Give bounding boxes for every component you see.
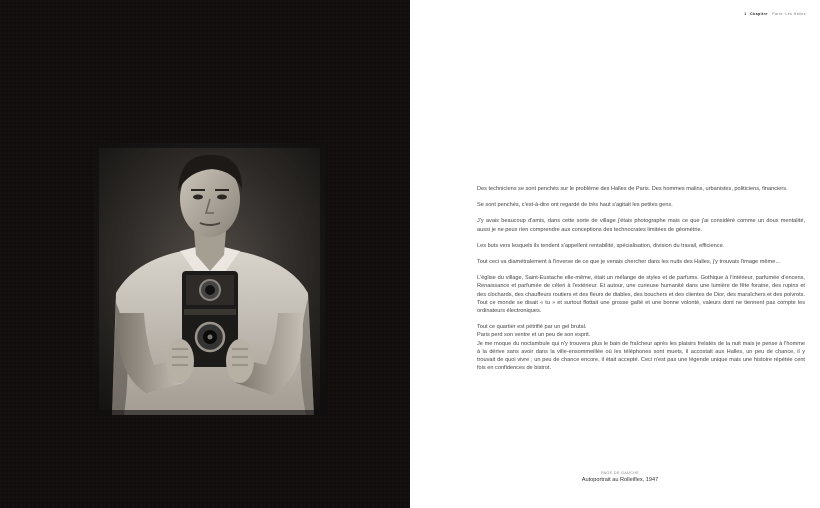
closing-line: Paris perd son ventre et un peu de son esprit. bbox=[477, 332, 591, 339]
paragraph: Tout ceci va diamétralement à l'inverse de ce que je venais chercher dans les nuits des Halles, j'y trouvais l'image même… bbox=[477, 259, 781, 266]
section-label: Paris: Les Halles bbox=[772, 12, 806, 16]
paragraph: L'église du village, Saint-Eustache elle-même, était un mélange de styles et de parfums. Gothique à l'intérieur, parfumée d'encens, Renaissance et parfumée de céleri à l'extérieur. Et autour, une curieuse humanité dans une lumière de fête foraine, des rupins et des clochards, des chauffeurs routiers et des fleurs de diables, des bouchers et des clientes de Dior, des maraîchers et des poivrots. Tout ce monde se disait « tu » et surtout flottait une grosse gaîté et une bonne volonté, valeurs dont ne tiennent pas compte les ordinateurs électroniques. bbox=[477, 275, 805, 315]
closing-line: Tout ce quartier est pétrifié par un gel brutal. bbox=[477, 324, 587, 331]
closing-line: Je me moque du noctambule qui n'y trouvera plus le bain de fraîcheur après les plaisirs frelatés de la nuit mais je pense à l'homme à la dérive sans avoir dans la ville-ensommeillée où les téléphones sont muets, il accostait aux Halles, un peu de chance, il y trouvait de quoi vivre ; un peu de chance encore, il était accepté. Ceci n'est pas une légende unique mais une histoire répétée cent fois en confidences de bistrot. bbox=[477, 340, 805, 372]
body-text bbox=[477, 185, 805, 372]
right-hand bbox=[226, 339, 254, 383]
chapter-label: Chapitre bbox=[750, 12, 768, 16]
page-number: 1 bbox=[744, 12, 747, 16]
paragraph: Des techniciens se sont penchés sur le problème des Halles de Paris. Des hommes malins, urbanistes, politiciens, financiers. bbox=[477, 186, 788, 192]
right-page bbox=[410, 0, 820, 508]
paragraph: Se sont penchés, c'est-à-dire ont regardé de très haut s'agitait les petites gens. bbox=[477, 202, 673, 209]
caption-label: PAGE DE GAUCHE bbox=[600, 471, 640, 475]
paragraph: J'y avais beaucoup d'amis, dans cette sorte de village j'étais photographe mais ce que j'ai considéré comme un doux mentalité, aussi je ne peux rien comprendre aux conceptions des technocrates limitées de géométrie. bbox=[477, 218, 805, 233]
photo-caption bbox=[477, 471, 763, 483]
paragraph: Les buts vers lesquels ils tendent s'appellent rentabilité, spécialisation, division du travail, efficience. bbox=[477, 242, 725, 249]
running-head bbox=[744, 12, 806, 16]
self-portrait-photo bbox=[94, 143, 325, 415]
caption-text: Autoportrait au Rolleiflex, 1947 bbox=[581, 477, 659, 483]
left-hand bbox=[166, 339, 194, 383]
